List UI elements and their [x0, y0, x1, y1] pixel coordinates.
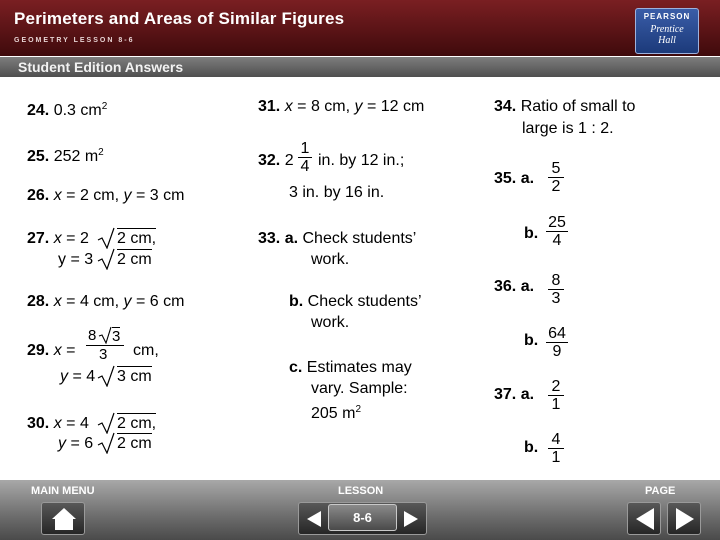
fraction-numerator: 64 [546, 325, 568, 343]
header-banner [0, 0, 720, 56]
var-x: x [53, 187, 62, 204]
answer-37a [494, 384, 534, 405]
answer-37b [524, 437, 538, 458]
answer-30-radicand: 2 cm [117, 435, 152, 452]
answer-33c-line3 [311, 399, 361, 424]
var-x: x [53, 230, 62, 247]
part-label: b. [524, 439, 539, 456]
answer-29-unit: cm, [133, 342, 159, 359]
answer-number: 26. [27, 187, 50, 204]
answer-number: 33. [258, 230, 281, 247]
part-label: b. [289, 293, 304, 310]
radical-sign [98, 326, 112, 344]
fraction-one-quarter [298, 140, 312, 175]
var-x: x [53, 415, 62, 432]
answer-27-radicand: 2 cm [117, 251, 152, 268]
exponent: 2 [355, 404, 362, 415]
answer-27-line2: y = 3 [58, 251, 94, 268]
radical-sign [97, 432, 115, 454]
answer-text: = 6 [66, 435, 94, 452]
page-title: Perimeters and Areas of Similar Figures [14, 9, 345, 28]
answer-number: 34. [494, 98, 517, 115]
page-next-arrow-icon [668, 503, 702, 536]
var-y: y [60, 368, 68, 385]
answer-25 [27, 142, 104, 167]
answer-text: Ratio of small to [520, 98, 636, 115]
answer-number: 31. [258, 98, 281, 115]
radical-sign [97, 227, 115, 249]
answer-35a [494, 168, 534, 189]
answer-33c-line1 [289, 357, 412, 378]
fraction-denominator: 1 [551, 449, 561, 466]
answer-32-line1 [258, 150, 294, 171]
answer-33b-line2: work. [311, 314, 350, 331]
answer-34-line1 [494, 96, 635, 117]
lesson-number-button[interactable]: 8-6 [328, 504, 397, 531]
var-y: y [123, 293, 132, 310]
answer-30-radicand: 2 cm, [117, 415, 157, 432]
answer-number: 27. [27, 230, 50, 247]
fraction-denominator: 3 [99, 346, 108, 363]
answer-33b-line1 [289, 291, 422, 312]
lesson-prev-arrow-icon[interactable] [305, 510, 323, 528]
fraction-8-3 [548, 272, 564, 307]
part-label: a. [520, 386, 535, 403]
answer-text: 252 m [53, 148, 99, 165]
fraction-denominator: 1 [551, 396, 561, 413]
part-label: a. [520, 278, 535, 295]
fraction-64-9 [546, 325, 568, 360]
answer-29-line2 [60, 366, 95, 387]
part-label: a. [520, 170, 535, 187]
fraction-2-1 [548, 378, 564, 413]
answer-number: 32. [258, 152, 281, 169]
answer-number: 30. [27, 415, 50, 432]
page-subtitle: GEOMETRY LESSON 8-6 [14, 37, 135, 44]
answer-30-line1 [27, 413, 89, 434]
answer-number: 37. [494, 386, 517, 403]
page-prev-arrow-icon [628, 503, 662, 536]
page-prev-button[interactable] [627, 502, 661, 535]
var-y: y [58, 435, 66, 452]
answer-number: 25. [27, 148, 50, 165]
var-y: y [123, 187, 132, 204]
answer-33a-line1 [258, 228, 416, 249]
answer-number: 28. [27, 293, 50, 310]
fraction-denominator: 9 [552, 343, 562, 360]
answer-number: 35. [494, 170, 517, 187]
lesson-label: LESSON [338, 485, 384, 497]
part-label: c. [289, 359, 303, 376]
answer-text: = 12 cm [362, 98, 425, 115]
exponent: 2 [98, 147, 104, 158]
answer-text: = 4 [61, 415, 89, 432]
fraction-denominator: 2 [551, 178, 561, 195]
mixed-whole: 2 [284, 152, 294, 169]
answer-30-line2 [58, 433, 93, 454]
part-label: b. [524, 225, 539, 242]
part-label: b. [524, 332, 539, 349]
answer-text: Check students’ [302, 230, 417, 247]
answer-33c-line2: vary. Sample: [311, 380, 408, 397]
home-icon [42, 503, 86, 536]
fraction-5-2 [548, 160, 564, 195]
answer-text: = 2 cm, [61, 187, 124, 204]
answer-text: = 4 cm, [61, 293, 124, 310]
answer-text: 205 m [311, 405, 356, 422]
answer-27-line1 [27, 228, 89, 249]
section-bar [0, 57, 720, 77]
var-y: y [354, 98, 363, 115]
radical-sign [97, 248, 115, 270]
answer-26 [27, 185, 184, 206]
main-menu-home-button[interactable] [41, 502, 85, 535]
radical-sign [97, 365, 115, 387]
fraction-numerator: 25 [546, 214, 568, 232]
pearson-prentice-hall-logo [635, 8, 699, 54]
var-x: x [53, 293, 62, 310]
fraction-numerator: 4 [548, 431, 564, 449]
answer-text: = [61, 342, 76, 359]
exponent: 2 [101, 101, 108, 112]
answer-text: 0.3 cm [53, 102, 102, 119]
answer-number: 29. [27, 342, 50, 359]
radical-sign [97, 412, 115, 434]
fraction-numerator: 8 [548, 272, 564, 290]
fraction-denominator: 4 [300, 158, 310, 175]
answer-number: 24. [27, 102, 50, 119]
fraction-radicand: 3 [112, 328, 121, 345]
answer-text: = 2 [61, 230, 89, 247]
answer-27-radicand: 2 cm, [117, 230, 157, 247]
answer-number: 36. [494, 278, 517, 295]
part-label: a. [284, 230, 299, 247]
answer-text: = 6 cm [131, 293, 185, 310]
fraction-denominator: 4 [552, 232, 562, 249]
fraction-numerator: 5 [548, 160, 564, 178]
answer-33a-line2: work. [311, 251, 350, 268]
answer-29-line1 [27, 340, 76, 361]
answer-text: = 4 [68, 368, 96, 385]
answer-text: = 8 cm, [292, 98, 355, 115]
fraction-4-1 [548, 431, 564, 466]
answer-35b [524, 223, 538, 244]
answer-text: Estimates may [306, 359, 412, 376]
answer-36b [524, 330, 538, 351]
logo-brand: PEARSON [643, 12, 691, 21]
answer-text: = 3 cm [131, 187, 185, 204]
answer-32-line2: 3 in. by 16 in. [289, 184, 385, 201]
answer-34-line2: large is 1 : 2. [522, 120, 614, 137]
answer-24 [27, 96, 107, 121]
section-title: Student Edition Answers [18, 59, 184, 75]
page-next-button[interactable] [667, 502, 701, 535]
main-menu-label: MAIN MENU [31, 485, 95, 497]
answer-36a [494, 276, 534, 297]
answer-29-radicand: 3 cm [117, 368, 152, 385]
var-x: x [284, 98, 293, 115]
logo-line2: Hall [658, 35, 676, 46]
fraction-numerator: 8 [88, 327, 97, 344]
page-label: PAGE [645, 485, 676, 497]
answer-28 [27, 291, 184, 312]
fraction-numerator: 2 [548, 378, 564, 396]
answer-text: Check students’ [307, 293, 422, 310]
answer-32-rest: in. by 12 in.; [318, 152, 405, 169]
fraction-denominator: 3 [551, 290, 561, 307]
var-x: x [53, 342, 62, 359]
logo-line1: Prentice [650, 24, 684, 35]
fraction-numerator: 1 [298, 140, 312, 158]
fraction-25-4 [546, 214, 568, 249]
lesson-next-arrow-icon[interactable] [402, 510, 420, 528]
answer-31 [258, 96, 424, 117]
